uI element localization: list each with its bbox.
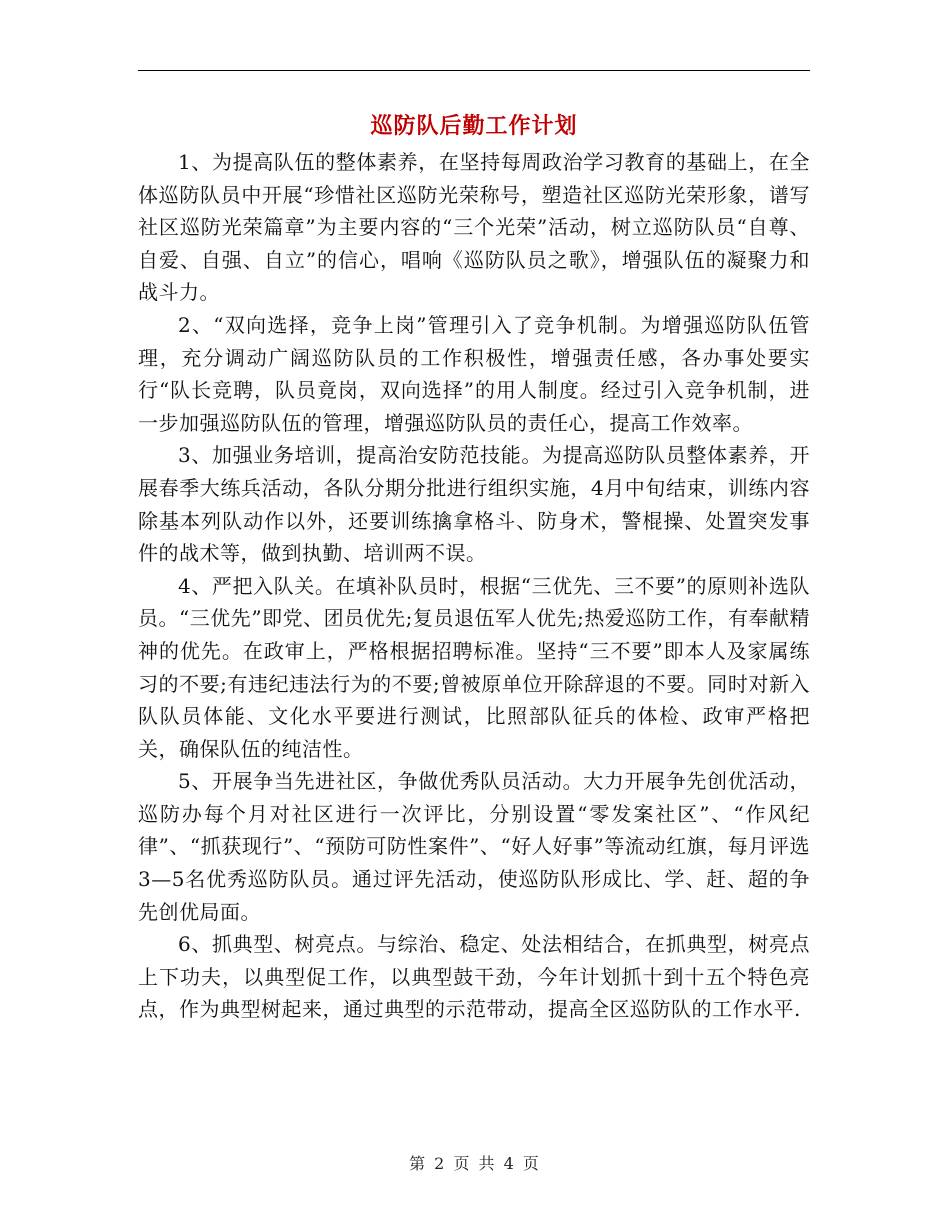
paragraph-2: 2、“双向选择，竞争上岗”管理引入了竞争机制。为增强巡防队伍管理，充分调动广阔巡防队员的工作积极性，增强责任感，各办事处要实行“队长竞聘，队员竟岗，双向选择”的用人制度。经过引入竞争机制，进一步加强巡防队伍的管理，增强巡防队员的责任心，提高工作效率。 — [138, 312, 810, 435]
paragraph-3: 3、加强业务培训，提高治安防范技能。为提高巡防队员整体素养，开展春季大练兵活动，各队分期分批进行组织实施，4月中旬结束，训练内容除基本列队动作以外，还要训练擒拿格斗、防身术，警棍操、处置突发事件的战术等，做到执勤、培训两不误。 — [138, 443, 810, 566]
header-rule — [138, 70, 810, 71]
paragraph-5: 5、开展争当先进社区，争做优秀队员活动。大力开展争先创优活动，巡防办每个月对社区进行一次评比，分别设置“零发案社区”、“作风纪律”、“抓获现行”、“预防可防性案件”、“好人好事”等流动红旗，每月评选3—5名优秀巡防队员。通过评先活动，使巡防队形成比、学、赶、超的争先创优局面。 — [138, 769, 810, 924]
paragraph-1: 1、为提高队伍的整体素养，在坚持每周政治学习教育的基础上，在全体巡防队员中开展“珍惜社区巡防光荣称号，塑造社区巡防光荣形象，谱写社区巡防光荣篇章”为主要内容的“三个光荣”活动，树立巡防队员“自尊、自爱、自强、自立”的信心，唱响《巡防队员之歌》，增强队伍的凝聚力和战斗力。 — [138, 150, 810, 305]
document-title: 巡防队后勤工作计划 — [370, 113, 578, 139]
paragraph-4: 4、严把入队关。在填补队员时，根据“三优先、三不要”的原则补选队员。“三优先”即党、团员优先;复员退伍军人优先;热爱巡防工作，有奉献精神的优先。在政审上，严格根据招聘标准。坚持“三不要”即本人及家属练习的不要;有违纪违法行为的不要;曾被原单位开除辞退的不要。同时对新入队队员体能、文化水平要进行测试，比照部队征兵的体检、政审严格把关，确保队伍的纯洁性。 — [138, 573, 810, 761]
document-body — [138, 146, 810, 1026]
page-number: 第 2 页 共 4 页 — [409, 1154, 541, 1173]
paragraph-6: 6、抓典型、树亮点。与综治、稳定、处法相结合，在抓典型，树亮点上下功夫，以典型促工作，以典型鼓干劲，今年计划抓十到十五个特色亮点，作为典型树起来，通过典型的示范带动，提高全区巡防队的工作水平. — [138, 932, 810, 1022]
